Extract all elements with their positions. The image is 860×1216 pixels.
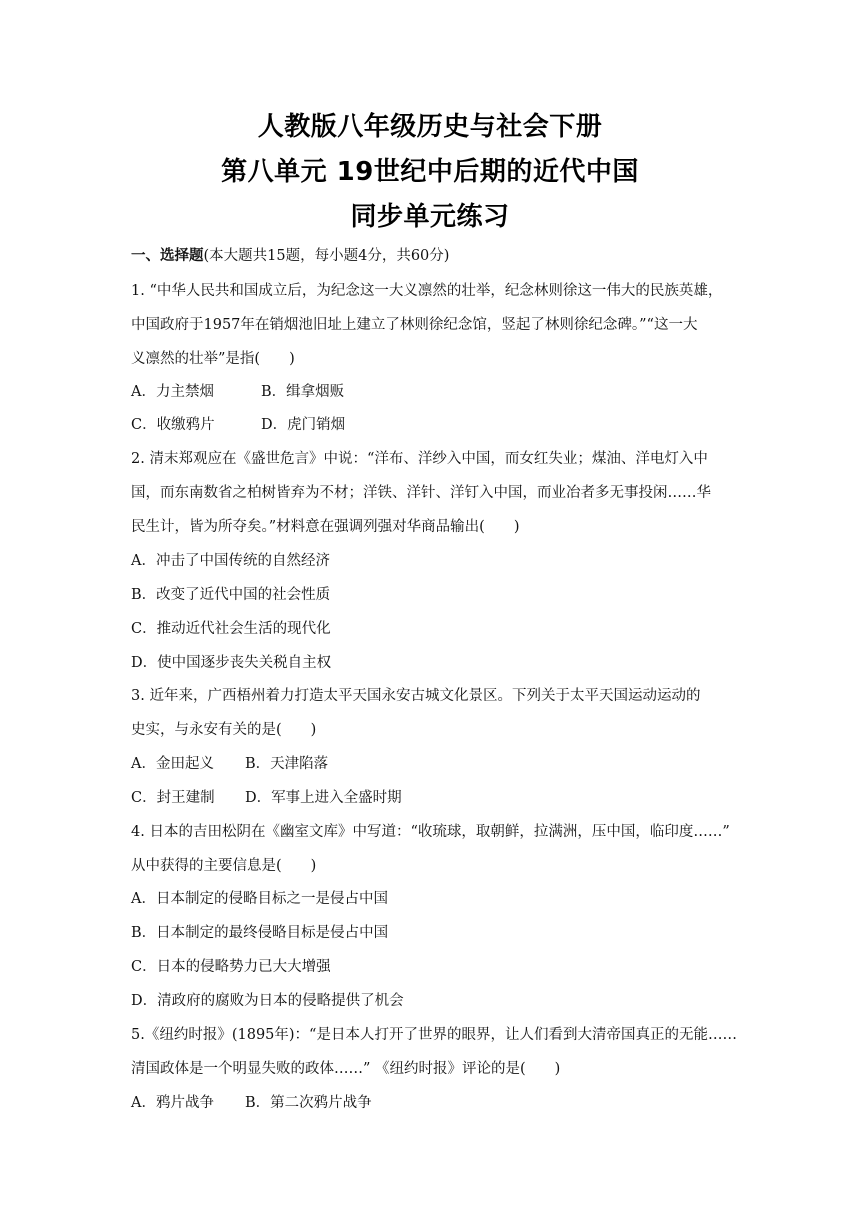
section-heading-note: (本大题共15题，每小题4分，共60分) [203, 248, 450, 264]
question-1-option-b: B．缉拿烟贩 [261, 384, 345, 400]
question-1-option-a: A．力主禁烟 [131, 384, 214, 400]
question-2-option-c: C．推动近代社会生活的现代化 [131, 621, 331, 637]
question-1-stem-line-2: 中国政府于1957年在销烟池旧址上建立了林则徐纪念馆，竖起了林则徐纪念碑。”“这一大 [131, 317, 698, 333]
question-4-stem-line-1: 4. 日本的吉田松阴在《幽室文库》中写道：“收琉球，取朝鲜，拉满洲，压中国，临印度……” [131, 824, 730, 840]
question-5-options-row-1 [131, 1093, 372, 1113]
question-4-option-b: B．日本制定的最终侵略目标是侵占中国 [131, 925, 389, 941]
question-3-option-b: B．天津陷落 [245, 756, 329, 772]
question-3-options-row-1 [131, 754, 328, 774]
question-2-stem-line-3: 民生计，皆为所夺矣。”材料意在强调列强对华商品输出( ) [131, 519, 520, 535]
question-2-option-a: A．冲击了中国传统的自然经济 [131, 553, 330, 569]
question-5-option-a: A．鸦片战争 [131, 1095, 214, 1111]
question-1-options-row-1 [131, 382, 344, 402]
question-2-stem-line-2: 国，而东南数省之柏树皆弃为不材；洋铁、洋针、洋钉入中国，而业冶者多无事投闲……华 [131, 485, 711, 501]
question-3-stem-line-2: 史实，与永安有关的是( ) [131, 722, 317, 738]
question-3-stem-line-1: 3. 近年来，广西梧州着力打造太平天国永安古城文化景区。下列关于太平天国运动运动的 [131, 688, 701, 704]
document-title: 人教版八年级历史与社会下册 [257, 112, 603, 142]
question-1-stem-line-3: 义凛然的壮举”是指( ) [131, 351, 295, 367]
question-2-option-b: B．改变了近代中国的社会性质 [131, 587, 331, 603]
question-3-options-row-2 [131, 788, 402, 808]
question-4-option-c: C．日本的侵略势力已大大增强 [131, 959, 331, 975]
question-1-stem-line-1: 1. “中华人民共和国成立后，为纪念这一大义凛然的壮举，纪念林则徐这一伟大的民族英雄， [131, 283, 723, 299]
section-heading-label: 一、选择题 [131, 248, 204, 264]
question-1-option-c: C．收缴鸦片 [131, 417, 215, 433]
question-3-option-c: C．封王建制 [131, 790, 215, 806]
question-2-stem-line-1: 2. 清末郑观应在《盛世危言》中说：“洋布、洋纱入中国，而女红失业；煤油、洋电灯入中 [131, 451, 708, 467]
question-4-stem-line-2: 从中获得的主要信息是( ) [131, 858, 317, 874]
question-4-option-a: A．日本制定的侵略目标之一是侵占中国 [131, 891, 388, 907]
question-2-option-d: D．使中国逐步丧失关税自主权 [131, 655, 332, 671]
section-heading [131, 246, 449, 266]
question-3-option-a: A．金田起义 [131, 756, 214, 772]
question-3-option-d: D．军事上进入全盛时期 [245, 790, 402, 806]
exercise-title: 同步单元练习 [350, 202, 510, 232]
question-4-option-d: D．清政府的腐败为日本的侵略提供了机会 [131, 993, 404, 1009]
unit-title: 第八单元 19世纪中后期的近代中国 [221, 157, 639, 187]
question-5-stem-line-1: 5.《纽约时报》(1895年)：“是日本人打开了世界的眼界，让人们看到大清帝国真正的无能…… [131, 1027, 737, 1043]
question-5-stem-line-2: 清国政体是一个明显失败的政体……” 《纽约时报》评论的是( ) [131, 1061, 561, 1077]
question-1-option-d: D．虎门销烟 [261, 417, 346, 433]
question-1-options-row-2 [131, 415, 345, 435]
question-5-option-b: B．第二次鸦片战争 [245, 1095, 372, 1111]
